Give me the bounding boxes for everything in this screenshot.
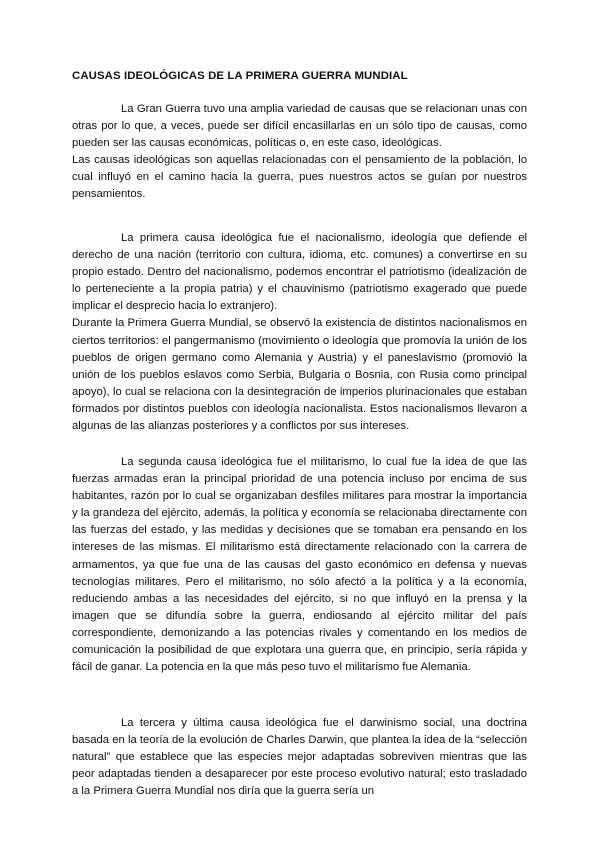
paragraph-2-text: La primera causa ideológica fue el nacionalismo, ideología que defiende el derecho de una nación (territorio con cultura, idioma, etc. comunes) a convertirse en su propio estado. Dentro del nacionalismo, podemos encontrar el patriotismo (idealización de lo perteneciente a la propia patria) y el chauvinismo (patriotismo exagerado que puede implicar el desprecio hacia lo extranjero).	[72, 232, 527, 313]
paragraph-4-text: La tercera y última causa ideológica fue el darwinismo social, una doctrina basada en la teoría de la evolución de Charles Darwin, que plantea la idea de la “selección natural” que establece que las especies mejor adaptadas sobreviven mientras que las peor adaptadas tienden a desaparecer por este proceso evolutivo natural; esto trasladado a la Primera Guerra Mundial nos diría que la guerra sería un	[72, 717, 527, 798]
paragraph-2-continuation: Durante la Primera Guerra Mundial, se observó la existencia de distintos nacionalismos en ciertos territorios: el pangermanismo (movimiento o ideología que promovía la unión de los pueblos de origen germano como Alemania y Austria) y el paneslavismo (promovió la unión de los pueblos eslavos como Serbia, Bulgaria o Bosnia, con Rusia como principal apoyo), lo cual se relaciona con la desintegración de imperios plurinacionales que estaban formados por distintos pueblos con ideología nacionalista. Estos nacionalismos llevaron a algunas de las alianzas posteriores y a conflictos por sus intereses.	[72, 317, 527, 433]
document-title: CAUSAS IDEOLÓGICAS DE LA PRIMERA GUERRA MUNDIAL	[72, 70, 408, 82]
paragraph-3-text: La segunda causa ideológica fue el militarismo, lo cual fue la idea de que las fuerzas armadas eran la principal prioridad de una potencia incluso por encima de sus habitantes, razón por lo cual se organizaban desfiles militares para mostrar la importancia y la grandeza del ejército, además, la política y economía se relacionaba directamente con las fuerzas del estado, y las medidas y decisiones que se tomaban era pensando en los intereses de las mismas. El militarismo está directamente relacionado con la carrera de armamentos, ya que fue una de las causas del gasto económico en defensa y nuevas tecnologías militares. Pero el militarismo, no sólo afectó a la política y a la economía, reduciendo ambas a las necesidades del ejército, si no que influyó en la prensa y la imagen que se difundía sobre la guerra, endiosando al ejército militar del país correspondiente, demonizando a las potencias rivales y comentando en los medios de comunicación la posibilidad de que explotara una guerra que, en principio, sería rápida y fácil de ganar. La potencia en la que más peso tuvo el militarismo fue Alemania.	[72, 456, 527, 674]
paragraph-1-text: La Gran Guerra tuvo una amplia variedad de causas que se relacionan unas con otras por lo que, a veces, puede ser difícil encasillarlas en un sólo tipo de causas, como pueden ser las causas económicas, políticas o, en este caso, ideológicas.	[72, 103, 527, 150]
paragraph-2	[72, 230, 527, 435]
paragraph-3	[72, 454, 527, 676]
paragraph-1	[72, 101, 527, 204]
paragraph-4	[72, 715, 527, 800]
paragraph-1-continuation: Las causas ideológicas son aquellas relacionadas con el pensamiento de la población, lo cual influyó en el camino hacia la guerra, pues nuestros actos se guían por nuestros pensamientos.	[72, 154, 527, 201]
